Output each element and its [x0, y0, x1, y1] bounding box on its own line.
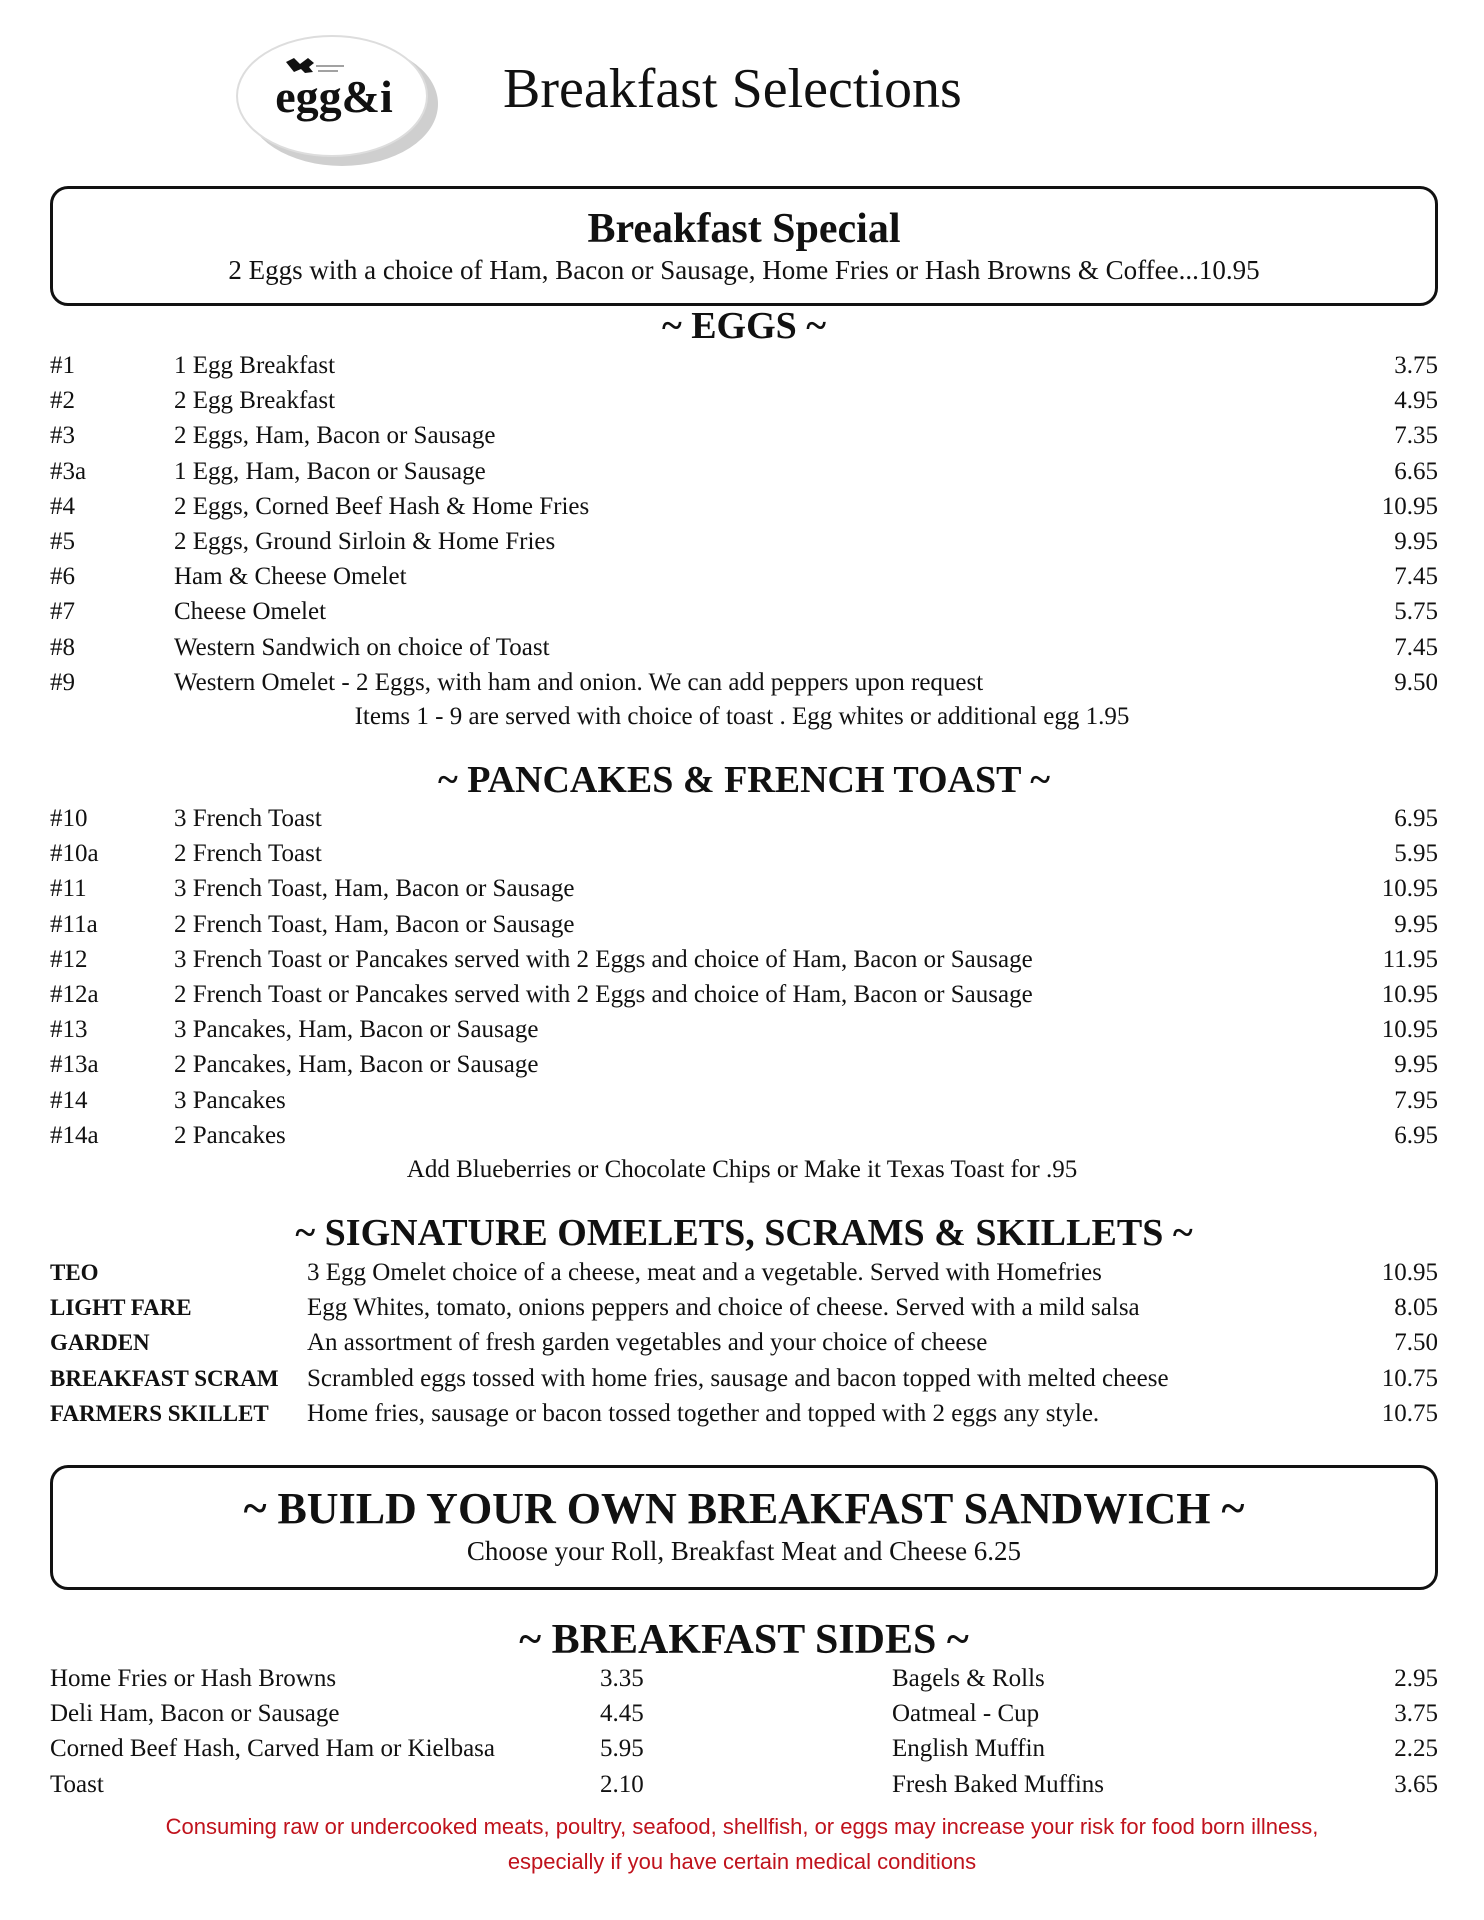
menu-item	[50, 489, 1438, 524]
pancakes-heading: ~ PANCAKES & FRENCH TOAST ~	[437, 759, 1051, 801]
side-name: English Muffin	[892, 1735, 1046, 1763]
item-price: 10.95	[1381, 1259, 1438, 1286]
item-description: 3 Pancakes, Ham, Bacon or Sausage	[174, 1016, 539, 1044]
item-code: #12	[50, 945, 88, 973]
item-code: #9	[50, 668, 75, 696]
logo-text: egg&i	[275, 71, 393, 122]
item-description: Home fries, sausage or bacon tossed together and topped with 2 eggs any style.	[307, 1399, 1100, 1427]
item-price: 6.65	[1394, 457, 1438, 485]
item-code: #6	[50, 563, 75, 591]
item-code: #7	[50, 598, 75, 626]
sides-row	[50, 1731, 1438, 1766]
warning-line-2: especially if you have certain medical conditions	[507, 1849, 977, 1874]
menu-item	[50, 630, 1438, 665]
side-price: 4.45	[600, 1700, 644, 1728]
item-description: 2 Eggs, Corned Beef Hash & Home Fries	[174, 492, 590, 520]
item-description: 2 French Toast	[174, 840, 322, 868]
build-sandwich-box	[50, 1465, 1438, 1590]
side-name: Corned Beef Hash, Carved Ham or Kielbasa	[50, 1735, 495, 1763]
item-description: 3 French Toast, Ham, Bacon or Sausage	[174, 875, 575, 903]
menu-item	[50, 942, 1438, 977]
side-name: Deli Ham, Bacon or Sausage	[50, 1700, 340, 1728]
menu-item	[50, 907, 1438, 942]
signature-list	[50, 1255, 1438, 1431]
item-price: 10.75	[1381, 1399, 1438, 1427]
item-code: #10a	[50, 840, 99, 868]
menu-item	[50, 1047, 1438, 1082]
signature-heading: ~ SIGNATURE OMELETS, SCRAMS & SKILLETS ~	[295, 1212, 1193, 1254]
side-price: 3.35	[600, 1665, 644, 1692]
menu-item	[50, 1396, 1438, 1431]
item-description: 1 Egg Breakfast	[174, 352, 336, 379]
item-description: 2 French Toast or Pancakes served with 2 Eggs and choice of Ham, Bacon or Sausage	[174, 980, 1033, 1008]
item-code: #13	[50, 1016, 88, 1044]
item-price: 7.45	[1394, 563, 1438, 591]
sandwich-title: ~ BUILD YOUR OWN BREAKFAST SANDWICH ~	[243, 1484, 1245, 1533]
item-price: 3.75	[1394, 352, 1438, 379]
item-price: 5.95	[1394, 840, 1438, 868]
item-description: 2 Egg Breakfast	[174, 387, 336, 415]
item-code: #1	[50, 352, 75, 379]
item-price: 8.05	[1394, 1294, 1438, 1322]
item-price: 10.95	[1381, 875, 1438, 903]
menu-item	[50, 383, 1438, 418]
item-description: 2 Pancakes, Ham, Bacon or Sausage	[174, 1051, 539, 1079]
item-description: 2 French Toast, Ham, Bacon or Sausage	[174, 910, 575, 938]
menu-item	[50, 977, 1438, 1012]
menu-item	[50, 594, 1438, 629]
menu-item	[50, 559, 1438, 594]
side-price: 2.25	[1394, 1735, 1438, 1763]
menu-item	[50, 1325, 1438, 1360]
side-name: Oatmeal - Cup	[892, 1700, 1040, 1728]
item-description: An assortment of fresh garden vegetables and your choice of cheese	[307, 1329, 988, 1357]
pancakes-list	[50, 801, 1438, 1153]
item-code: #5	[50, 527, 75, 555]
item-price: 7.95	[1394, 1086, 1438, 1114]
menu-item	[50, 1290, 1438, 1325]
item-code: #13a	[50, 1051, 99, 1079]
item-description: 2 Eggs, Ham, Bacon or Sausage	[174, 422, 496, 450]
item-price: 9.95	[1394, 1051, 1438, 1079]
item-price: 6.95	[1394, 805, 1438, 832]
item-code: #4	[50, 492, 75, 520]
item-price: 10.95	[1381, 1016, 1438, 1044]
item-price: 6.95	[1394, 1121, 1438, 1149]
menu-item	[50, 836, 1438, 871]
item-name: BREAKFAST SCRAM	[50, 1365, 279, 1391]
menu-item	[50, 1361, 1438, 1396]
item-price: 10.75	[1381, 1364, 1438, 1392]
sides-row	[50, 1696, 1438, 1731]
side-price: 2.95	[1394, 1665, 1438, 1692]
warning-line-1: Consuming raw or undercooked meats, poultry, seafood, shellfish, or eggs may increase your risk for food born illness,	[165, 1814, 1319, 1839]
item-code: #14a	[50, 1121, 99, 1149]
item-code: #3	[50, 422, 75, 450]
item-code: #2	[50, 387, 75, 415]
side-name: Toast	[50, 1770, 104, 1798]
item-description: 3 French Toast	[174, 805, 322, 832]
food-safety-warning	[0, 1809, 1484, 1879]
item-description: 2 Eggs, Ground Sirloin & Home Fries	[174, 527, 556, 555]
item-price: 9.50	[1394, 668, 1438, 696]
item-name: FARMERS SKILLET	[50, 1400, 269, 1426]
item-description: Western Sandwich on choice of Toast	[174, 633, 550, 661]
menu-item	[50, 665, 1438, 700]
side-name: Fresh Baked Muffins	[892, 1770, 1105, 1798]
item-name: TEO	[50, 1260, 99, 1285]
side-price: 2.10	[600, 1770, 644, 1798]
sides-list	[50, 1661, 1438, 1802]
item-description: 3 French Toast or Pancakes served with 2 Eggs and choice of Ham, Bacon or Sausage	[174, 945, 1033, 973]
item-code: #3a	[50, 457, 87, 485]
eggs-list	[50, 348, 1438, 700]
side-price: 3.75	[1394, 1700, 1438, 1728]
eggs-heading: ~ EGGS ~	[661, 305, 827, 347]
item-price: 5.75	[1394, 598, 1438, 626]
breakfast-special-box	[50, 186, 1438, 306]
sides-heading: ~ BREAKFAST SIDES ~	[519, 1617, 969, 1663]
item-code: #14	[50, 1086, 88, 1114]
side-name: Bagels & Rolls	[892, 1665, 1045, 1692]
menu-item	[50, 1255, 1438, 1290]
special-title: Breakfast Special	[587, 206, 901, 252]
menu-item	[50, 418, 1438, 453]
menu-item	[50, 801, 1438, 836]
pancakes-note: Add Blueberries or Chocolate Chips or Make it Texas Toast for .95	[406, 1156, 1078, 1183]
item-description: Ham & Cheese Omelet	[174, 563, 407, 591]
menu-item	[50, 348, 1438, 383]
item-price: 9.95	[1394, 910, 1438, 938]
item-code: #11a	[50, 910, 98, 938]
side-price: 5.95	[600, 1735, 644, 1763]
item-price: 10.95	[1381, 980, 1438, 1008]
menu-item	[50, 1083, 1438, 1118]
side-name: Home Fries or Hash Browns	[50, 1665, 337, 1692]
item-code: #12a	[50, 980, 99, 1008]
item-description: Cheese Omelet	[174, 598, 327, 626]
side-price: 3.65	[1394, 1770, 1438, 1798]
item-price: 7.50	[1394, 1329, 1438, 1357]
item-price: 11.95	[1382, 945, 1438, 973]
item-description: 2 Pancakes	[174, 1121, 286, 1149]
menu-item	[50, 454, 1438, 489]
menu-item	[50, 871, 1438, 906]
item-price: 7.45	[1394, 633, 1438, 661]
menu-item	[50, 524, 1438, 559]
item-description: Scrambled eggs tossed with home fries, sausage and bacon topped with melted cheese	[307, 1364, 1169, 1392]
page-title: Breakfast Selections	[503, 58, 962, 120]
item-price: 9.95	[1394, 527, 1438, 555]
item-price: 10.95	[1381, 492, 1438, 520]
sides-row	[50, 1767, 1438, 1802]
menu-item	[50, 1118, 1438, 1153]
special-description: 2 Eggs with a choice of Ham, Bacon or Sausage, Home Fries or Hash Browns & Coffee...10.95	[228, 255, 1260, 285]
item-name: GARDEN	[50, 1330, 150, 1356]
item-price: 7.35	[1394, 422, 1438, 450]
sides-row	[50, 1661, 1438, 1696]
item-description: 1 Egg, Ham, Bacon or Sausage	[174, 457, 486, 485]
egg-and-i-logo	[234, 32, 442, 168]
item-name: LIGHT FARE	[50, 1295, 192, 1321]
menu-item	[50, 1012, 1438, 1047]
item-price: 4.95	[1394, 387, 1438, 415]
item-description: Western Omelet - 2 Eggs, with ham and onion. We can add peppers upon request	[174, 668, 984, 696]
eggs-note: Items 1 - 9 are served with choice of toast . Egg whites or additional egg 1.95	[354, 703, 1130, 730]
item-code: #11	[50, 875, 87, 903]
item-description: 3 Egg Omelet choice of a cheese, meat and a vegetable. Served with Homefries	[307, 1259, 1102, 1286]
item-description: 3 Pancakes	[174, 1086, 286, 1114]
item-description: Egg Whites, tomato, onions peppers and choice of cheese. Served with a mild salsa	[307, 1294, 1140, 1322]
item-code: #10	[50, 805, 88, 832]
item-code: #8	[50, 633, 75, 661]
sandwich-description: Choose your Roll, Breakfast Meat and Cheese 6.25	[466, 1536, 1022, 1566]
